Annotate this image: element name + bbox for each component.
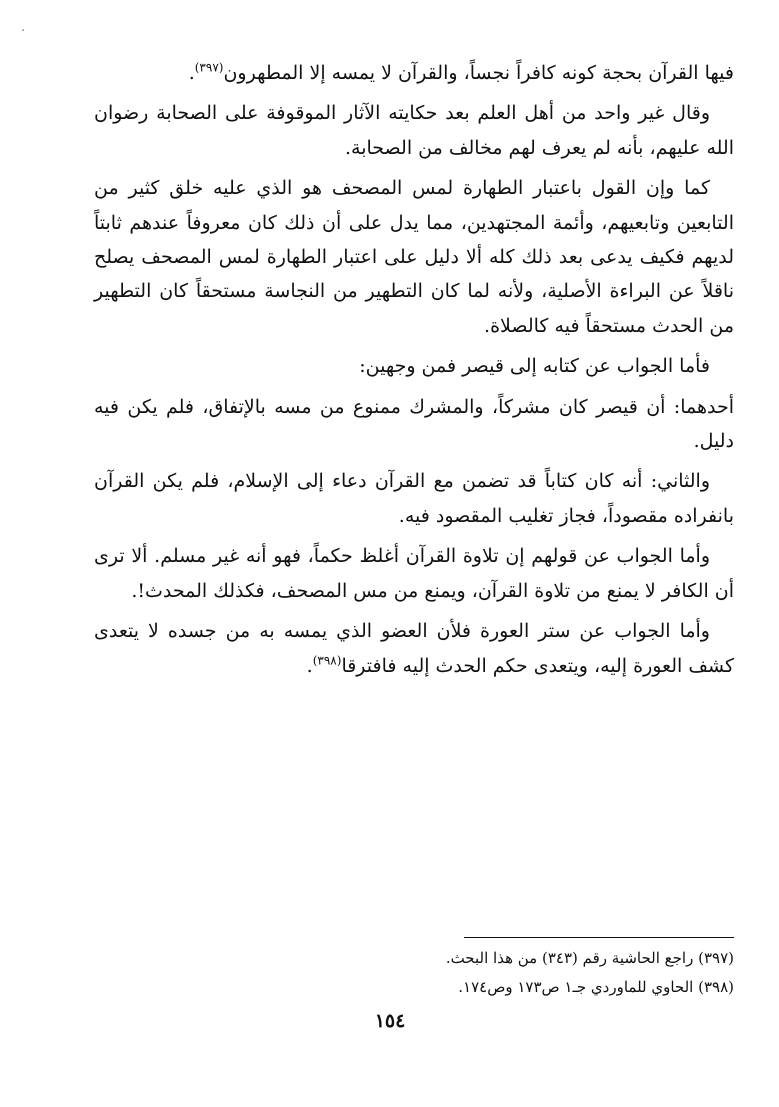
paragraph-2: وقال غير واحد من أهل العلم بعد حكايته الآثار الموقوفة على الصحابة رضوان الله عليهم، بأنه لم يعرف لهم مخالف من الصحابة. bbox=[94, 102, 734, 159]
paragraph-7: وأما الجواب عن قولهم إن تلاوة القرآن أغلظ حكماً، فهو أنه غير مسلم. ألا ترى أن الكافر لا يمنع من تلاوة القرآن، ويمنع من مس المصحف، فكذلك المحدث!. bbox=[94, 545, 734, 602]
footnote-divider bbox=[464, 937, 734, 938]
main-text bbox=[94, 56, 734, 689]
footnotes bbox=[300, 944, 734, 1002]
paragraph-8 bbox=[94, 614, 734, 683]
paragraph-1-tail: . bbox=[188, 62, 195, 84]
paragraph-5: أحدهما: أن قيصر كان مشركاً، والمشرك ممنوع من مسه بالإتفاق، فلم يكن فيه دليل. bbox=[94, 395, 734, 453]
paragraph-8-tail: . bbox=[306, 654, 313, 677]
footnote-398: (٣٩٨) الحاوي للماوردي جـ١ ص١٧٣ وص١٧٤. bbox=[458, 978, 734, 996]
paragraph-8-text: وأما الجواب عن ستر العورة فلأن العضو الذي يمسه به من جسده لا يتعدى كشف العورة إليه، ويتعدى حكم الحدث إليه فافترقا bbox=[94, 620, 734, 677]
footnote-ref-397[interactable]: (٣٩٧) bbox=[194, 60, 224, 75]
footnote-ref-398[interactable]: (٣٩٨) bbox=[312, 653, 342, 668]
paragraph-3: كما وإن القول باعتبار الطهارة لمس المصحف هو الذي عليه خلق كثير من التابعين وتابعيهم، وأئمة المجتهدين، مما يدل على أن ذلك كان معروفاً عندهم ثابتاً لديهم فكيف يدعى بعد ذلك كله ألا دليل على اعتبار الطهارة لمس المصحف يصلح ناقلاً عن البراءة الأصلية، ولأنه لما كان التطهير من النجاسة مستحقاً كان التطهير من الحدث مستحقاً فيه كالصلاة. bbox=[94, 177, 734, 337]
paragraph-1 bbox=[94, 56, 734, 90]
paragraph-6: والثاني: أنه كان كتاباً قد تضمن مع القرآن دعاء إلى الإسلام، فلم يكن القرآن بانفراده مقصوداً، فجاز تغليب المقصود فيه. bbox=[94, 470, 734, 527]
paragraph-4: فأما الجواب عن كتابه إلى قيصر فمن وجهين: bbox=[359, 355, 710, 378]
page-number: ١٥٤ bbox=[374, 1010, 406, 1032]
paragraph-1-text: فيها القرآن بحجة كونه كافراً نجساً، والقرآن لا يمسه إلا المطهرون bbox=[223, 62, 734, 84]
corner-mark: ٴ bbox=[22, 30, 25, 40]
footnote-397: (٣٩٧) راجع الحاشية رقم (٣٤٣) من هذا البحث. bbox=[445, 949, 734, 967]
